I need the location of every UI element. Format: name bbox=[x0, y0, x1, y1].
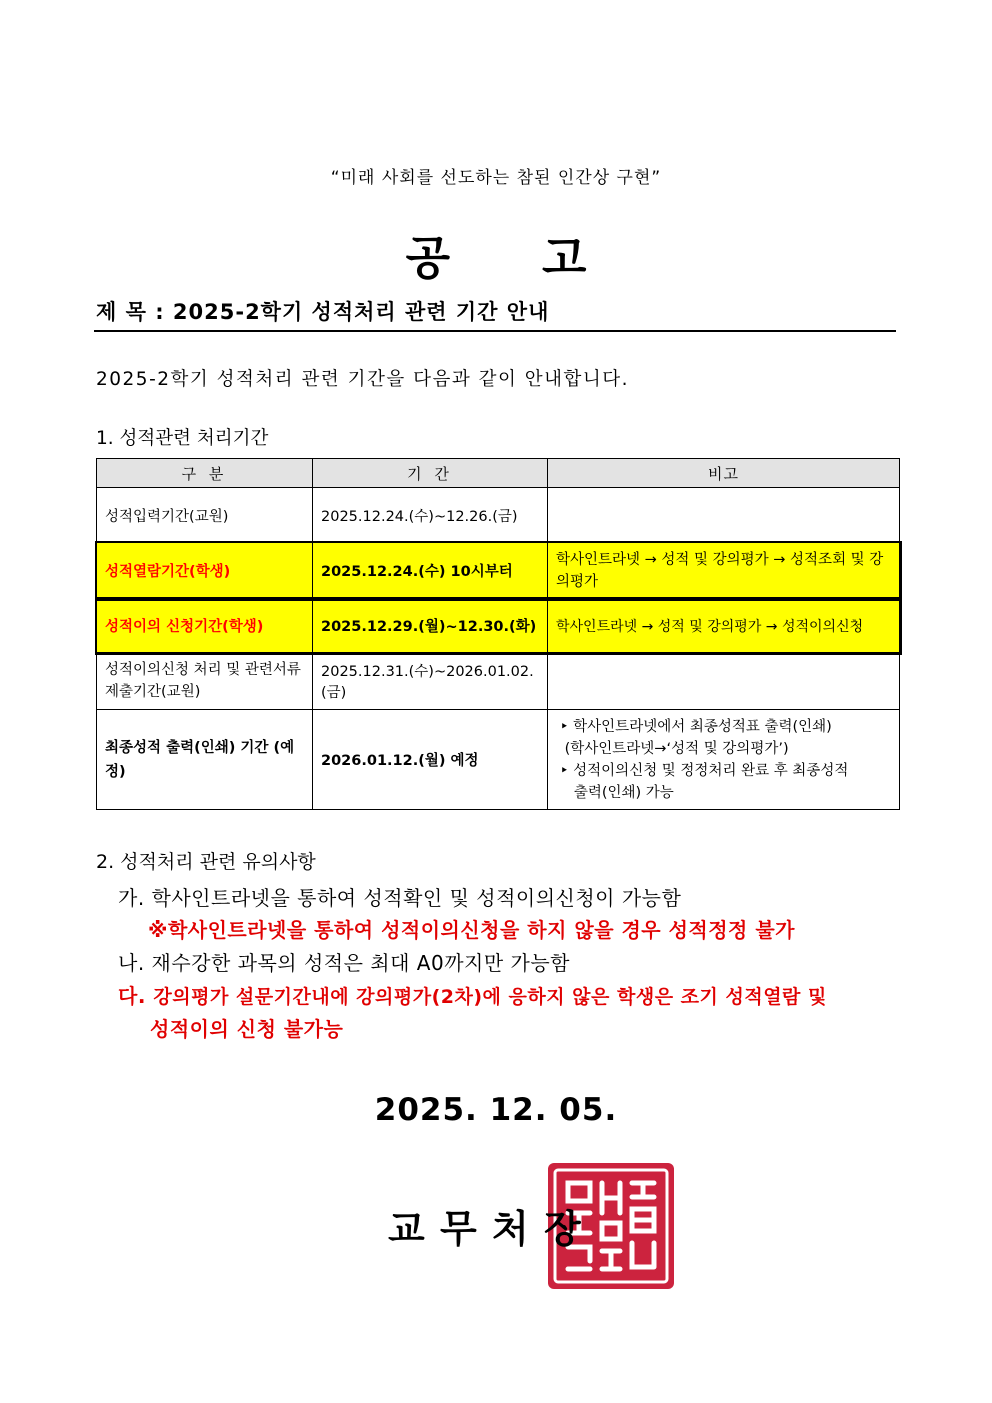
schedule-table bbox=[96, 458, 900, 810]
note-bullet: (학사인트라넷→‘성적 및 강의평가’) bbox=[560, 740, 789, 757]
intro-text: 2025-2학기 성적처리 관련 기간을 다음과 같이 안내합니다. bbox=[96, 369, 629, 390]
table-row bbox=[97, 710, 900, 810]
signatory-char: 장 bbox=[544, 1207, 581, 1251]
row-note bbox=[548, 710, 900, 810]
row-period: 2025.12.29.(월)~12.30.(화) bbox=[313, 599, 548, 653]
subject-line: 제 목 : 2025-2학기 성적처리 관련 기간 안내 bbox=[96, 300, 550, 324]
row-period: 2025.12.24.(수) 10시부터 bbox=[313, 543, 548, 599]
page-title bbox=[0, 222, 992, 288]
signatory-char: 처 bbox=[492, 1207, 529, 1251]
row-category: 최종성적 출력(인쇄) 기간 (예정) bbox=[97, 710, 313, 810]
row-period: 2025.12.24.(수)~12.26.(금) bbox=[313, 488, 548, 543]
table-row-highlighted bbox=[97, 599, 900, 653]
row-note bbox=[548, 653, 900, 710]
signatory-char: 교 bbox=[388, 1207, 425, 1251]
note-da bbox=[118, 980, 827, 1009]
row-category: 성적열람기간(학생) bbox=[97, 543, 313, 599]
section1-title: 1. 성적관련 처리기간 bbox=[96, 428, 269, 449]
header-note: 비고 bbox=[548, 459, 900, 488]
header-category: 구 분 bbox=[97, 459, 313, 488]
row-period: 2026.01.12.(월) 예정 bbox=[313, 710, 548, 810]
note-bullet: ‣ 성적이의신청 및 정정처리 완료 후 최종성적 bbox=[560, 762, 849, 779]
section2-title: 2. 성적처리 관련 유의사항 bbox=[96, 851, 316, 873]
header-period: 기 간 bbox=[313, 459, 548, 488]
row-period: 2025.12.31.(수)~2026.01.02.(금) bbox=[313, 653, 548, 710]
table-row bbox=[97, 653, 900, 710]
note-da-line2: 성적이의 신청 불가능 bbox=[150, 1017, 344, 1041]
note-na: 나. 재수강한 과목의 성적은 최대 A0까지만 가능함 bbox=[118, 951, 570, 975]
note-bullet-list bbox=[560, 716, 891, 804]
notice-date: 2025. 12. 05. bbox=[374, 1092, 618, 1128]
note-ga-warning: ※학사인트라넷을 통하여 성적이의신청을 하지 않을 경우 성적정정 불가 bbox=[148, 918, 795, 942]
row-note: 학사인트라넷 → 성적 및 강의평가 → 성적이의신청 bbox=[548, 599, 900, 653]
note-da-prefix: 다. bbox=[118, 984, 154, 1008]
note-da-line1: 강의평가 설문기간내에 강의평가(2차)에 응하지 않은 학생은 조기 성적열람 및 bbox=[153, 986, 827, 1008]
title-char-1: 공 bbox=[405, 231, 450, 285]
motto: “미래 사회를 선도하는 참된 인간상 구현” bbox=[330, 168, 662, 188]
row-note: 학사인트라넷 → 성적 및 강의평가 → 성적조회 및 강의평가 bbox=[548, 543, 900, 599]
row-category: 성적이의 신청기간(학생) bbox=[97, 599, 313, 653]
signatory-char: 무 bbox=[440, 1207, 477, 1251]
subject-divider bbox=[94, 330, 896, 332]
note-ga: 가. 학사인트라넷을 통하여 성적확인 및 성적이의신청이 가능함 bbox=[118, 886, 682, 910]
table-header-row bbox=[97, 459, 900, 488]
row-category: 성적이의신청 처리 및 관련서류 제출기간(교원) bbox=[97, 653, 313, 710]
note-bullet: 출력(인쇄) 가능 bbox=[560, 784, 674, 801]
signatory bbox=[388, 1198, 596, 1253]
row-category: 성적입력기간(교원) bbox=[97, 488, 313, 543]
title-char-2: 고 bbox=[542, 231, 587, 285]
table-row-highlighted bbox=[97, 543, 900, 599]
row-note bbox=[548, 488, 900, 543]
note-bullet: ‣ 학사인트라넷에서 최종성적표 출력(인쇄) bbox=[560, 718, 832, 735]
table-row bbox=[97, 488, 900, 543]
